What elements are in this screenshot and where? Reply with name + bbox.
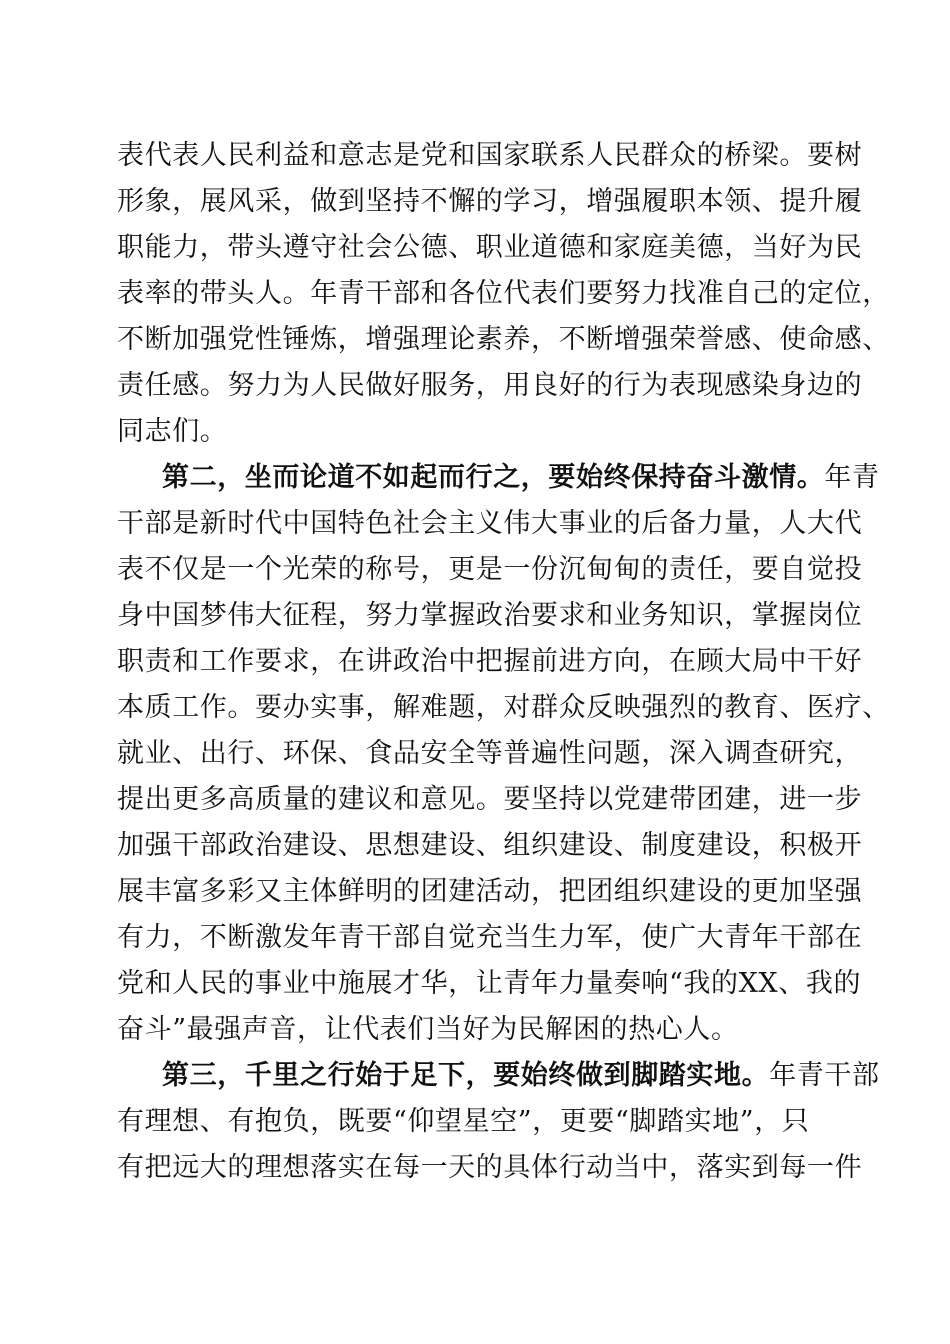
paragraph-2-line-9: 展丰富多彩又主体鲜明的团建活动，把团组织建设的更加坚强 [117,876,863,907]
paragraph-3-first-line-rest: 年青干部 [769,1060,880,1091]
paragraph-1-line-5: 不断加强党性锤炼，增强理论素养，不断增强荣誉感、使命感、 [117,324,890,355]
paragraph-2-first-line [162,458,880,498]
paragraph-2-line-6: 就业、出行、环保、食品安全等普遍性问题，深入调查研究， [117,738,863,769]
paragraph-2-line-1: 干部是新时代中国特色社会主义伟大事业的后备力量，人大代 [117,508,863,539]
paragraph-3-line-1: 有理想、有抱负，既要“仰望星空”，更要“脚踏实地”，只 [117,1106,810,1137]
paragraph-2-line-8: 加强干部政治建设、思想建设、组织建设、制度建设，积极开 [117,830,863,861]
paragraph-1-line-3: 职能力，带头遵守社会公德、职业道德和家庭美德，当好为民 [117,232,863,263]
paragraph-1-line-6: 责任感。努力为人民做好服务，用良好的行为表现感染身边的 [117,370,863,401]
paragraph-3-line-2: 有把远大的理想落实在每一天的具体行动当中，落实到每一件 [117,1152,863,1183]
paragraph-2-line-12: 奋斗”最强声音，让代表们当好为民解困的热心人。 [117,1014,739,1045]
paragraph-2-heading: 第二，坐而论道不如起而行之，要始终保持奋斗激情。 [162,462,825,493]
paragraph-2-line-7: 提出更多高质量的建议和意见。要坚持以党建带团建，进一步 [117,784,863,815]
paragraph-2-line-2: 表不仅是一个光荣的称号，更是一份沉甸甸的责任，要自觉投 [117,554,863,585]
paragraph-2-line-10: 有力，不断激发年青干部自觉充当生力军，使广大青年干部在 [117,922,863,953]
paragraph-2-line-11: 党和人民的事业中施展才华，让青年力量奏响“我的XX、我的 [117,968,862,999]
paragraph-1-line-7: 同志们。 [117,416,228,447]
paragraph-3-heading: 第三，千里之行始于足下，要始终做到脚踏实地。 [162,1060,770,1091]
paragraph-1-line-2: 形象，展风采，做到坚持不懈的学习，增强履职本领、提升履 [117,186,863,217]
paragraph-2-line-3: 身中国梦伟大征程，努力掌握政治要求和业务知识，掌握岗位 [117,600,863,631]
paragraph-2-line-4: 职责和工作要求，在讲政治中把握前进方向，在顾大局中干好 [117,646,863,677]
paragraph-2-line-5: 本质工作。要办实事，解难题，对群众反映强烈的教育、医疗、 [117,692,890,723]
paragraph-2-first-line-rest: 年青 [824,462,880,493]
paragraph-1-line-1: 表代表人民利益和意志是党和国家联系人民群众的桥梁。要树 [117,140,863,171]
paragraph-1-line-4: 表率的带头人。年青干部和各位代表们要努力找准自己的定位， [117,278,890,309]
paragraph-3-first-line [162,1056,880,1096]
